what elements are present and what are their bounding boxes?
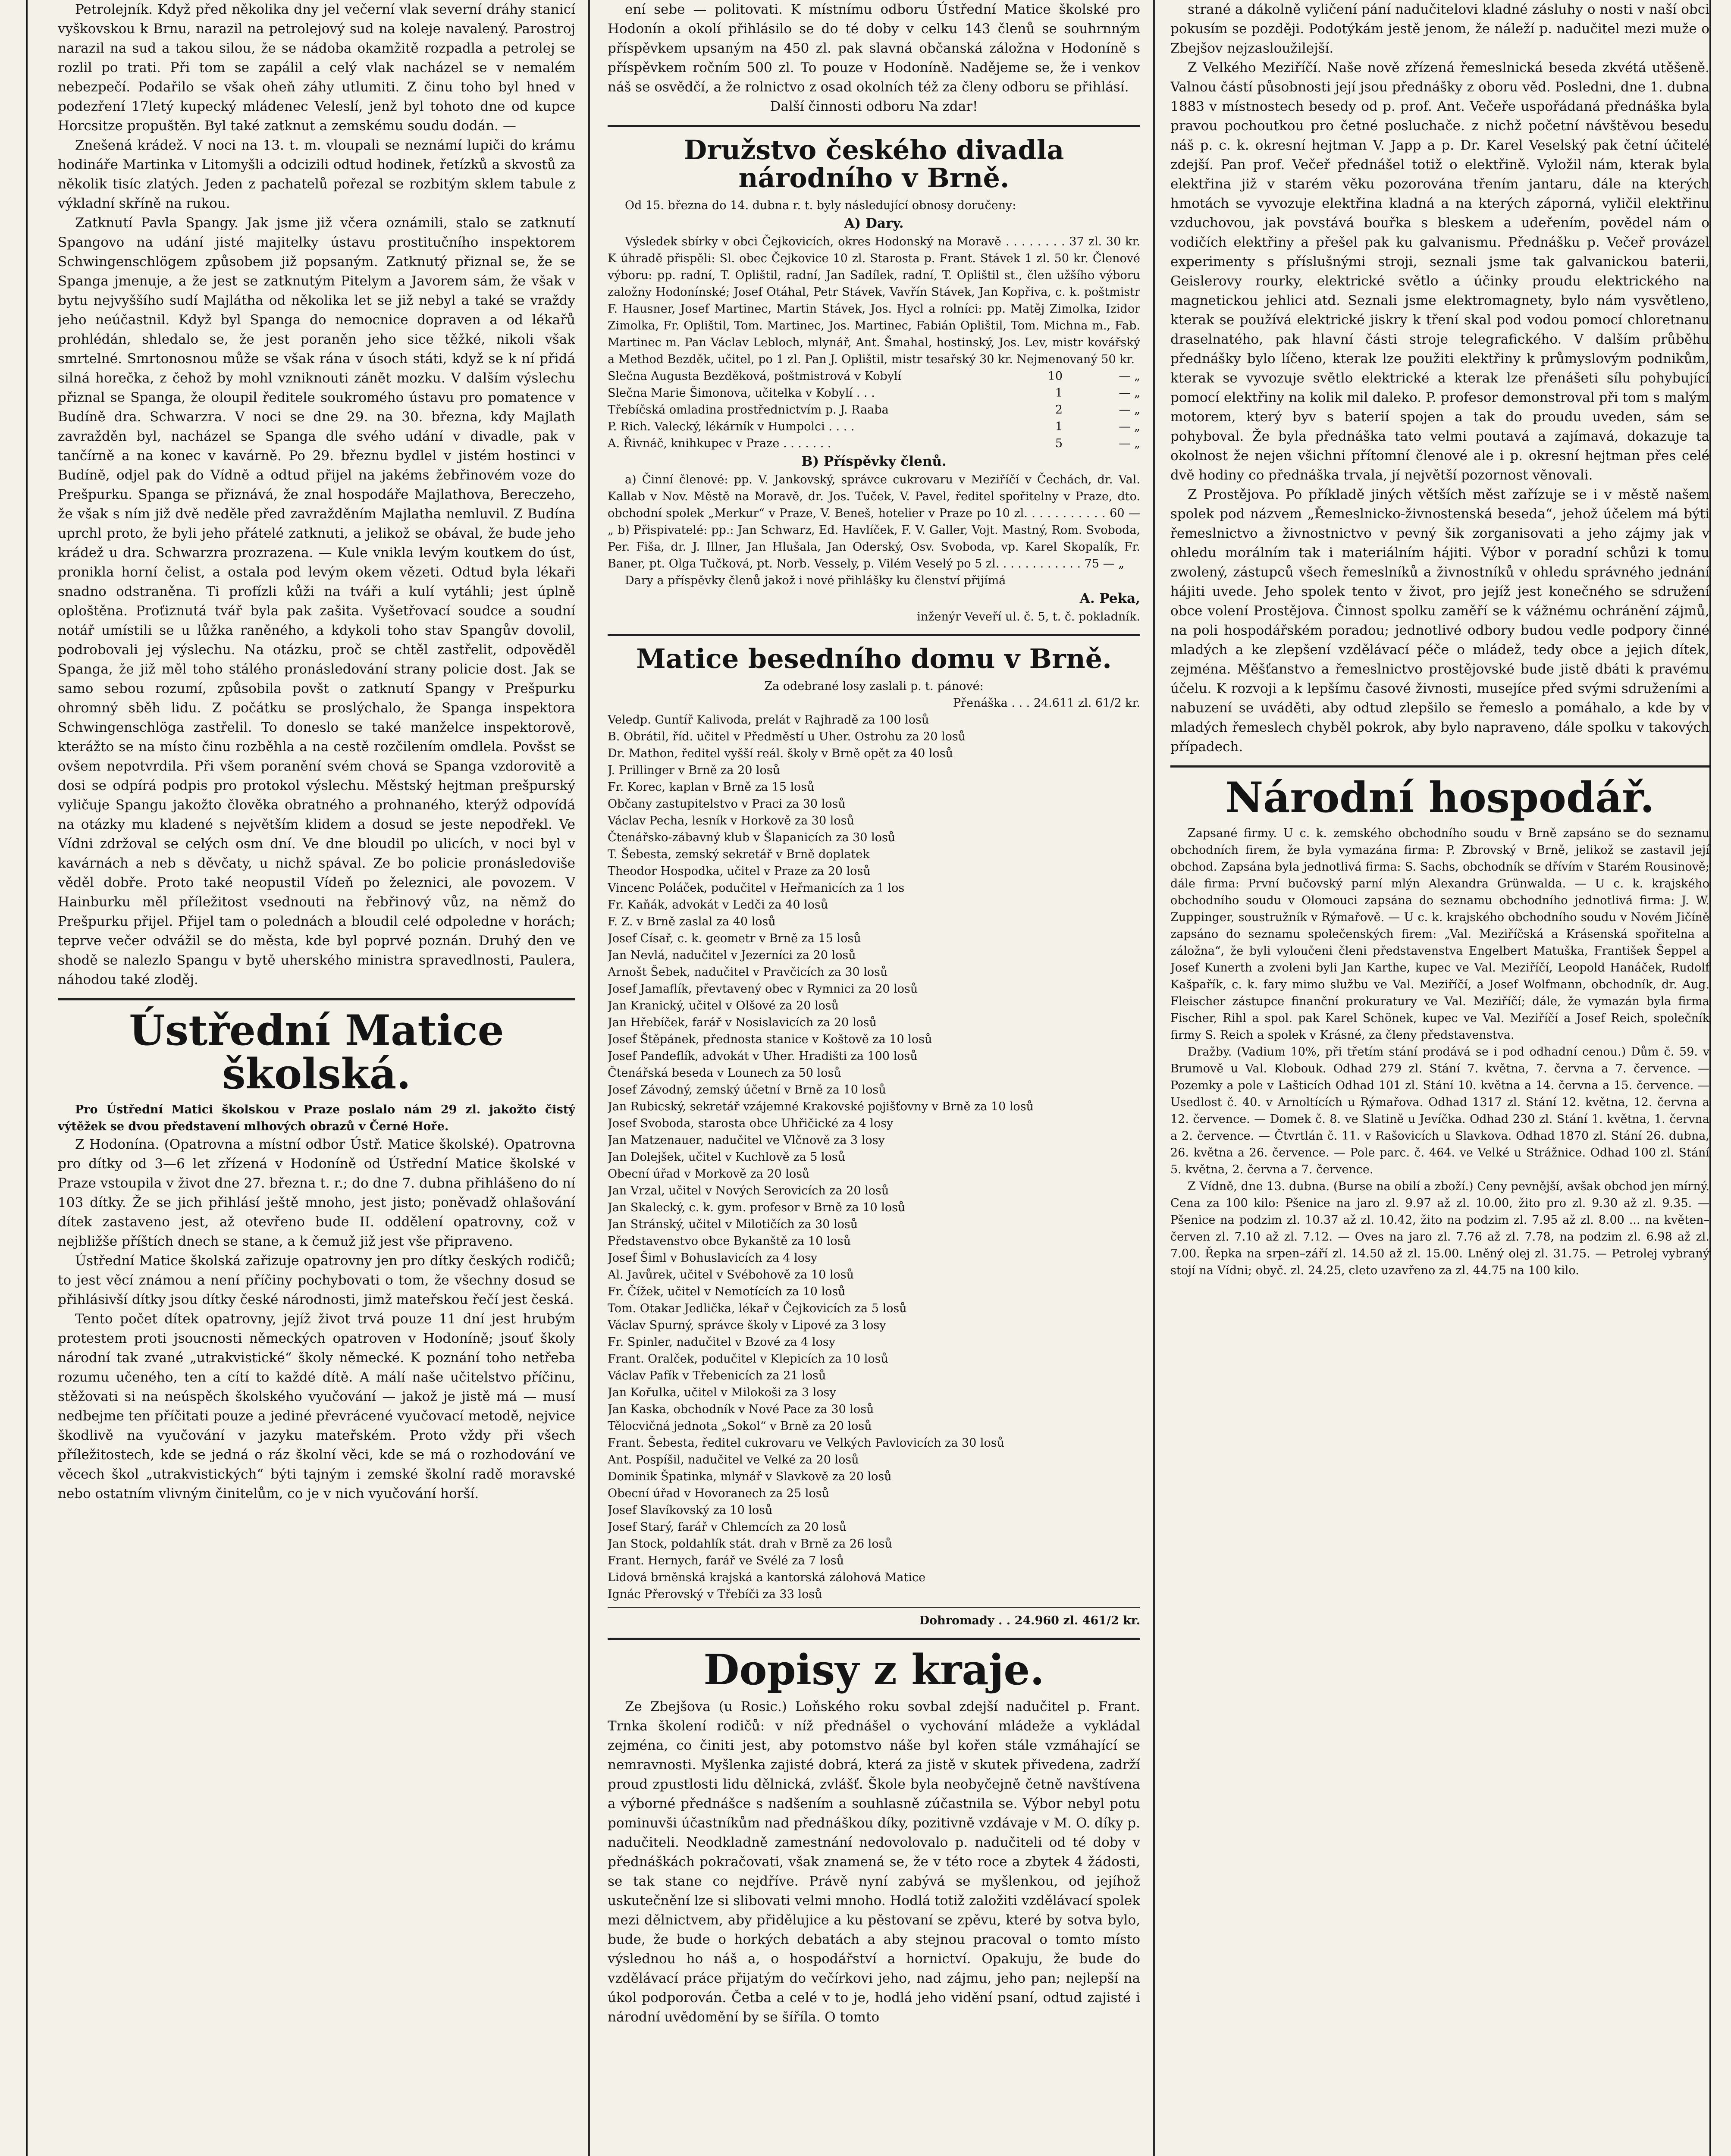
article-velke-mezirici: Z Velkého Meziříčí. Naše nově zřízená řemeslnická beseda zkvétá utěšeně. Valnou částí působnosti její jsou přednášky z oboru věd. Posledni, dne 1. dubna 1883 v místnostech besedy od p. prof. Ant. Večeře uspořádaná přednáška byla pravou pochoutkou pro četné posluchače. z nichž početní návštěvou besedu náš p. c. k. okresní hejtman V. Japp a p. Dr. Karel Veselský pak četní účitelé zdejší. Pan prof. Večeř přednášel totiž o elektřině. Vyložil nám, kterak byla elektřina již v starém věku pozorována třením jantaru, dále na kterých hmotách se vyvozuje elektřina kladná a na kterých záporná, vyličil elektřinu vzduchovou, jak povstává bouřka s bleskem a udeřením, povědel nám o vodičích elektřiny a přešel pak ku galvanismu. Přednášku p. Večeř provázel experimenty s příslušnými stroji, seznali jsme tak galvanickou baterii, Geislerovy rourky, elektrické světlo a účinky proudu elektrického na magnetickou jehlici atd. Seznali jsme elektromagnety, bylo nám vysvětleno, kterak se používá elektrické jiskry k tření skal pod vodou pomocí chloretnanu draselnatého, pak hlavní části stroje telegrafického. V dalším průběhu přednášky bylo líčeno, kterak lze použiti elektřiny k průmyslovým podnikům, kterak se vyvozuje světlo elektrické a kterak lze přenášeti sílu pohybující pomocí elektřiny na kolik mil daleko. P. profesor demonstroval při tom s malým motorem, který byv s baterií spojen a tak do proudu uveden, sám se pohyboval. Že byla přednáška tato velmi poutavá a zajímavá, dokazuje ta okolnost že nejen všichni přítomní členové ale i p. okresní hejtman přes celé dvě hodiny co přednáška trvala, jí největší pozornost věnovali.: [1170, 60, 1709, 483]
list-item-label: Představenstvo obce Bykanště za 10 losů: [608, 1235, 851, 1248]
list-item: [608, 1485, 1140, 1502]
list-item-label: Jan Vrzal, učitel v Nových Serovicích za 20 losů: [608, 1184, 889, 1198]
besedni-prenaska: Přenáška . . . 24.611 zl. 61/2 kr.: [953, 696, 1140, 710]
list-item: [608, 846, 1140, 863]
list-item: [608, 812, 1140, 829]
list-item: [608, 1435, 1140, 1451]
list-item-label: Jan Kaska, obchodník v Nové Pace za 30 losů: [608, 1403, 874, 1416]
list-item-label: Josef Slavíkovský za 10 losů: [608, 1504, 773, 1517]
besedni-heading: Matice besedního domu v Brně.: [636, 643, 1112, 675]
list-item-label: F. Z. v Brně zaslal za 40 losů: [608, 915, 776, 929]
list-item-label: Občany zastupitelstvo v Praci za 30 losů: [608, 797, 846, 811]
list-item: [608, 796, 1140, 812]
list-item: P. Rich. Valecký, lékárník v Humpolci . . . . 1 — „: [608, 420, 1140, 434]
list-item: [608, 1132, 1140, 1149]
list-item: [608, 711, 1140, 728]
list-item: [608, 1334, 1140, 1351]
matice-hodonin: Z Hodonína. (Opatrovna a místní odbor Ústř. Matice školské). Opatrovna pro dítky od 3—6 let zřízená v Hodoníně od Ústřední Matice školské v Praze vstoupila v život dne 27. března t. r.; do dne 7. dubna přihlášeno do ní 103 dítky. Že se jich přihlásí ještě mnoho, jest jisto; poněvadž ohlašování dítek zastaveno jest, až otevřeno bude II. oddělení opatrovny, což v nejbližše příštích dnech se stane, a k čemuž již jest vše připraveno.: [58, 1136, 575, 1249]
list-item: [608, 1317, 1140, 1334]
list-item: Třebíčská omladina prostřednictvím p. J. Raaba 2 — „: [608, 403, 1140, 417]
list-item-label: Josef Šiml v Bohuslavicích za 4 losy: [608, 1251, 818, 1265]
list-item: [608, 1401, 1140, 1418]
list-item: A. Řivnáč, knihkupec v Praze . . . . . . . 5 — „: [608, 437, 1140, 451]
besedni-list: [608, 711, 1140, 1603]
besedni-total: Dohromady . . 24.960 zl. 461/2 kr.: [919, 1614, 1140, 1628]
section-divider: [1170, 765, 1709, 768]
list-item: [608, 981, 1140, 997]
list-item: [608, 1451, 1140, 1468]
list-item: [608, 1569, 1140, 1586]
list-item-label: Fr. Kaňák, advokát v Ledči za 40 losů: [608, 898, 828, 912]
list-item: [608, 829, 1140, 846]
list-item: [608, 1283, 1140, 1300]
article-petrolejnik: Petrolejník. Když před několika dny jel večerní vlak severní dráhy stanicí vyškovskou k Brnu, narazil na petrolejový sud na koleje navalený. Parostroj narazil na sud a takou silou, že se nádoba okamžitě rozpadla a petrolej se rozlil po trati. Při tom se zapálil a celý vlak nacházel se v nemalém nebezpečí. Podařilo se však oheň záhy utlumiti. Z činu toho byl hned v podezření 17letý kupecký mládenec Veleslí, jenž byl tohoto dne od kupce Horcsitze propuštěn. Byl také zatknut a zemskému soudu dodán. —: [58, 2, 575, 134]
list-item-label: Čtenářsko-zábavný klub v Šlapanicích za 30 losů: [608, 831, 896, 845]
matice-heading: Ústřední Matice školská.: [129, 1006, 504, 1098]
list-item: [608, 1031, 1140, 1048]
list-item-label: Josef Císař, c. k. geometr v Brně za 15 losů: [608, 932, 861, 946]
list-item: [608, 1266, 1140, 1283]
list-item-label: Václav Pecha, lesník v Horkově za 30 losů: [608, 814, 854, 828]
list-item: [608, 1048, 1140, 1065]
drazby: Dražby. (Vadium 10%, při třetím stání prodává se i pod odhadní cenou.) Dům č. 59. v Brumově u Val. Klobouk. Odhad 279 zl. Stání 7. května, 7. června a 7. července. — Pozemky a pole v Lašticích Odhad 101 zl. Stání 10. května a 14. června a 15. července. — Usedlost č. 40. v Arnoltících u Rýmařova. Odhad 1317 zl. Stání 12. května, 12. června a 12. července. — Domek č. 8. ve Slatině u Jevíčka. Odhad 230 zl. Stání 1. května, 1. června a 2. července. — Čtvrtlán č. 11. v Rašovicích u Slavkova. Odhad 1870 zl. Stání 26. dubna, 26. května a 26. července. — Pole parc. č. 464. ve Velké u Strážnice. Odhad 100 zl. Stání 5. května, 2. června a 7. července.: [1170, 1045, 1709, 1176]
list-item-label: Tělocvičná jednota „Sokol“ v Brně za 20 losů: [608, 1420, 872, 1433]
section-divider: [608, 1638, 1140, 1640]
list-item: [608, 1233, 1140, 1250]
total-rule: [608, 1607, 1140, 1608]
list-item-label: Ignác Přerovský v Třebíči za 33 losů: [608, 1588, 822, 1601]
zbejsov-continuation: strané a dákolně vyličení pání nadučitelovi kladné zásluhy o nosti v naší obci pokusím se později. Podotýkám jestě jenom, že náleží p. nadučitel mezi muže o Zbejšov nejzasloužilejší.: [1170, 2, 1709, 56]
column-rule-1: [588, 0, 590, 2156]
list-item: [608, 1149, 1140, 1166]
dary-heading: A) Dary.: [844, 216, 904, 232]
column-rule-2: [1153, 0, 1155, 2156]
list-item: [608, 1014, 1140, 1031]
dary-list: [608, 368, 1140, 452]
list-item-label: Obecní úřad v Morkově za 20 losů: [608, 1167, 810, 1181]
list-item: [608, 1182, 1140, 1199]
list-item: [608, 896, 1140, 913]
list-item-label: Jan Matzenauer, nadučitel ve Vlčnově za 3 losy: [608, 1134, 885, 1147]
list-item-label: Fr. Korec, kaplan v Brně za 15 losů: [608, 780, 815, 794]
list-item-label: Vincenc Poláček, podučitel v Heřmanicích za 1 los: [608, 881, 905, 895]
list-item: [608, 997, 1140, 1014]
list-item-label: Arnošt Šebek, nadučitel v Pravčicích za 30 losů: [608, 965, 888, 979]
list-item: [608, 1468, 1140, 1485]
list-item-label: Jan Hřebíček, farář v Nosislavicích za 20 losů: [608, 1016, 877, 1030]
list-item: [608, 1115, 1140, 1132]
column-3: [1170, 0, 1709, 2156]
list-item-label: Josef Svoboda, starosta obce Uhřičické za 4 losy: [608, 1117, 894, 1131]
dopisy-heading: Dopisy z kraje.: [703, 1645, 1044, 1695]
list-item: [608, 913, 1140, 930]
list-item: [608, 1536, 1140, 1552]
list-item-label: Josef Pandeflík, advokát v Uher. Hradišti za 100 losů: [608, 1050, 918, 1063]
list-item-label: Fr. Spinler, nadučitel v Bzové za 4 losy: [608, 1335, 835, 1349]
list-item-label: Obecní úřad v Hovoranech za 25 losů: [608, 1487, 829, 1501]
list-item-label: Josef Štěpánek, přednosta stanice v Koštově za 10 losů: [608, 1033, 932, 1047]
list-item: [608, 1519, 1140, 1536]
section-divider: [608, 634, 1140, 636]
newspaper-page: [26, 0, 1711, 2156]
list-item: [608, 1098, 1140, 1115]
narodni-heading: Národní hospodář.: [1225, 773, 1655, 822]
list-item: [608, 1216, 1140, 1233]
column-1: [58, 0, 575, 2156]
list-item: [608, 1418, 1140, 1435]
list-item-label: Jan Skalecký, c. k. gym. profesor v Brně za 10 losů: [608, 1201, 906, 1215]
list-item: [608, 745, 1140, 762]
list-item-label: Dominik Špatinka, mlynář v Slavkově za 20 losů: [608, 1470, 892, 1484]
list-item-label: Fr. Čížek, učitel v Nemotících za 10 losů: [608, 1285, 846, 1299]
list-item: [608, 947, 1140, 964]
list-item-label: Frant. Šebesta, ředitel cukrovaru ve Velkých Pavlovicích za 30 losů: [608, 1436, 1005, 1450]
divadlo-intro: Od 15. března do 14. dubna r. t. byly následující obnosy doručeny:: [625, 199, 1016, 213]
article-spanga: Zatknutí Pavla Spangy. Jak jsme již včera oznámili, stalo se zatknutí Spangovo na udání jisté majitelky ústavu prostitučního inspektorem Schwingenschlögem způsobem již popsaným. Zatknutý přiznal se, že se Spanga jmenuje, a že jest se zatknutým Pitelym a Javorem sám, že však v bytu nejvyššího sudí Majlátha od několika let se již nebyl a také se vraždy jeho neúčastnil. Když byl Spanga do nemocnice dopraven a od lékařů prohlédán, shledalo se, že jest poraněn jeho sice těžké, nikoli však smrtelné. Smrtonosnou může se však rána v úsoch státi, když se k ní přidá silná horečka, z čehož by mohl vzniknouti zánět mozku. V dalším výslechu přiznal se Spanga, že oloupil ředitele soukromého ústavu pro pomatence v Budíně dra. Schwarzra. V noci se dne 29. na 30. března, kdy Majlath zavražděn byl, nacházel se Spanga dle svého udání v divadle, pak v tančírně a na konec v kavárně. Po 29. březnu bydlel v jistém hostinci v Budíně, odjel pak do Vídně a odtud přijel na jakéms žebřinovém voze do Prešpurku. Spanga se přiznává, že znal hospodáře Majlathova, Bereczeho, že však s ním již dvě neděle před zavražděním Majlatha nemluvil. Z Budína uprchl proto, že byli jeho přátelé zatknuti, a jelikož se obával, že bude jeho krádež u dra. Schwarzra prozrazena. — Kule vnikla levým koutkem do úst, pronikla horní čelist, a ostala pod levým okem vězeti. Odtud byla lékaři snadno odstraněna. Ti profízli kůži na tváři a kulí vytáhli; jest úplně oploštěna. Proťiznutá tvář byla pak zašita. Vyšetřovací soudce a soudní notář umístili se u lůžka raněného, a kdykoli toho stav Spangův dovolil, podrobovali jej výslechu. Na otázku, proč se chtěl zastřelit, odpověděl Spanga, že již měl toho stálého pronásledování strany policie dost. Jak se samo sebou rozumí, způsobila povšt o zatknutí Spangy v Prešpurku ohromný sběh lidu. Z počátku se proslýchalo, že Spanga inspektora Schwingenschlöga zastřelil. To doneslo se také manželce inspektorově, kterážto se na místo činu rozběhla a na cestě rozčilením omdlela. Povšst se ovšem nepotvrdila. Při všem poranění svém chová se Spanga vzdorovitě a dosi se odpírá podpis pro protokol výslechu. Městský hejtman prešpurský vyličuje Spangu jakožto člověka obratného a prohnaného, kterýž odpovídá na otázky mu kladené s největším klidem a dosud se jeste nepodřekl. Ve Vídni zdržoval se celých osm dní. Ve dne bloudil po ulicích, v noci byl v kavárnách a neb s děvčaty, u nichž spával. Ze bo policie pronásledoviše věděl dobře. Proto také neopustil Vídeň po železnici, ale povozem. V Hainburku měl příležitost vsednouti na řebřinový vůz, na němž do Prešpurku přijel. Přijel tam o polednách a bloudil celé odpoledne v horách; teprve večer odvážil se do města, kde byl poprvé poznán. Druhý den ve shodě se nalezlo Spangu v bytě uherského ministra spravedlnosti, Paulera, náhodou také zloděj.: [58, 215, 575, 987]
list-item-label: Václav Pafík v Třebenicích za 21 losů: [608, 1369, 826, 1383]
list-item-label: Josef Starý, farář v Chlemcích za 20 losů: [608, 1520, 847, 1534]
prispevky-text: a) Činní členové: pp. V. Jankovský, správce cukrovaru v Meziříčí v Čechách, dr. Val. Kallab v Nov. Městě na Moravě, dr. Jos. Tuček, V. Pavel, ředitel spořitelny v Praze, dto. obchodní spolek „Merkur“ v Praze, V. Beneš, hotelier v Praze po 10 zl. . . . . . . . . . . 60 — „ b) Přispivatelé: pp.: Jan Schwarz, Ed. Havlíček, F. V. Galler, Vojt. Mastný, Rom. Svoboda, Per. Fiša, dr. J. Illner, Jan Hlušala, Jan Oderský, Osv. Svoboda, vp. Karel Skopalík, Fr. Baner, pt. Olga Tučková, pt. Norb. Vessely, p. Vilém Veselý po 5 zl. . . . . . . . . . . . 75 — „: [608, 473, 1140, 571]
list-item-label: Dr. Mathon, ředitel vyšší reál. školy v Brně opět za 40 losů: [608, 747, 953, 761]
article-prostejov: Z Prostějova. Po příkladě jiných větších měst zařízuje se i v městě našem spolek pod názvem „Řemeslnicko-živnostenská beseda“, jehož účelem má býti řemeslnictvo a živnostnictvo v pevný šik zorganisovati a jeho zájmy jak v ohledu morálním tak i materiálním hájiti. Výbor v poradní schůzi k tomu zwolený, zástupců všech řemeslníků a živnostníků v ohledu správného jednání hájiti uvede. Jeho spolek tento v život, pro jejíž jest konečného se sdružení obce volení Prostějova. Činnost spolku zaměří se k vážnému ochránění zájmů, na poli hospodářském poradou; jednotlivé odbory budou vedle podpory činné mladých a ke zlepšení vzdělávací péče o mládež, tedy obce a jejich dítek, zejména. Měšťanstvo a řemeslnictvo prostějovské bude jistě dbáti k pravému účelu. K rozvoji a k lepšímu časové živnosti, musejíce před svými sdruženími a nabuzení se uváděti, aby odtud zlepšilo se řemeslo a pomáhalo, a kde by v mladých řemeslech chyběl pokrok, aby bylo napraveno, dále spolku v takových případech.: [1170, 487, 1709, 755]
list-item: [608, 1586, 1140, 1603]
list-item: [608, 1166, 1140, 1182]
list-item: [608, 1300, 1140, 1317]
section-divider: [58, 998, 575, 1000]
list-item-label: Veledp. Guntíř Kalivoda, prelát v Rajhradě za 100 losů: [608, 713, 929, 727]
list-item-label: Al. Javůrek, učitel v Svébohově za 10 losů: [608, 1268, 854, 1282]
prispevky-heading: B) Příspěvky členů.: [801, 454, 947, 470]
divadlo-heading: Družstvo českého divadla národního v Brně.: [684, 134, 1064, 194]
list-item-label: Jan Rubicský, sekretář vzájemné Krakovské pojišťovny v Brně za 10 losů: [608, 1100, 1034, 1114]
list-item-label: Jan Kořulka, učitel v Milokoši za 3 losy: [608, 1386, 836, 1400]
list-item-label: B. Obrátil, říd. učitel v Předměstí u Uher. Ostrohu za 20 losů: [608, 730, 966, 744]
section-divider: [608, 125, 1140, 127]
list-item: [608, 728, 1140, 745]
matice-lead: Pro Ústřední Matici školskou v Praze poslalo nám 29 zl. jakožto čistý výtěžek se dvou představení mlhových obrazů v Černé Hoře.: [58, 1103, 575, 1133]
matice-opatrovny: Ústřední Matice školská zařizuje opatrovny jen pro dítky českých rodičů; to jest věcí známou a není příčiny pochybovati o tom, že všechny dosud se přihlásivší dítky jsou dítky české národnosti, jimž mateřskou řečí jest česká.: [58, 1253, 575, 1307]
list-item-label: Frant. Hernych, farář ve Svélé za 7 losů: [608, 1554, 844, 1568]
list-item: [608, 762, 1140, 779]
list-item: [608, 1199, 1140, 1216]
list-item-label: Jan Nevlá, nadučitel v Jezerníci za 20 losů: [608, 949, 856, 962]
signature-sub: inženýr Veveří ul. č. 5, t. č. pokladník.: [917, 610, 1140, 624]
list-item-label: Ant. Pospíšil, nadučitel ve Velké za 20 losů: [608, 1453, 859, 1467]
dary-text: Výsledek sbírky v obci Čejkovicích, okres Hodonský na Moravě . . . . . . . . 37 zl. 30 kr. K úhradě přispěli: Sl. obec Čejkovice 10 zl. Starosta p. Frant. Stávek 1 zl. 50 kr. Členové výboru: pp. radní, T. Oplištil, radní, Jan Sadílek, radní, T. Oplištil st., člen užšího výboru založny Hodonínské; Josef Otáhal, Petr Stávek, Vavřín Stávek, Jan Kopřiva, c. k. poštmistr F. Hausner, Josef Martinec, Martin Stávek, Jos. Hycl a rolníci: pp. Matěj Zimolka, Izidor Zimolka, Fr. Oplištil, Tom. Martinec, Jos. Martinec, Fabián Oplištil, Tom. Michna m., Fab. Martinec m. Pan Václav Lebloch, mlynář, Ant. Šmahal, hostinský, Jos. Lev, mistr kovářský a Method Bezděk, učitel, po 1 zl. Pan J. Oplištil, mistr tesařský 30 kr. Nejmenovaný 50 kr.: [608, 235, 1140, 367]
list-item-label: Frant. Oralček, podučitel v Klepicích za 10 losů: [608, 1352, 888, 1366]
burse-viden: Z Vídně, dne 13. dubna. (Burse na obilí a zboží.) Ceny pevnější, avšak obchod jen mírný. Cena za 100 kilo: Pšenice na jaro zl. 9.97 až zl. 10.00, žito pro zl. 9.30 až zl. 9.35. — Pšenice na podzim zl. 10.37 až zl. 10.42, žito na podzim zl. 7.95 až zl. 8.00 ... na květen–červen zl. 7.10 až zl. 7.12. — Oves na jaro zl. 7.76 až zl. 7.78, na podzim zl. 6.98 až zl. 7.00. Řepka na srpen–září zl. 14.50 až zl. 15.00. Lněný olej zl. 31.75. — Petrolej vybraný stojí na Vídni; obyč. zl. 24.25, cleto uzavřeno za zl. 44.75 na 100 kilo.: [1170, 1179, 1709, 1277]
list-item-label: J. Prillinger v Brně za 20 losů: [608, 764, 781, 777]
list-item: [608, 1250, 1140, 1266]
list-item: [608, 863, 1140, 880]
dary-footer: Dary a příspěvky členů jakož i nové přihlášky ku členství přijímá: [625, 574, 1006, 588]
list-item: Slečna Marie Šimonova, učitelka v Kobylí . . . 1 — „: [608, 386, 1140, 400]
list-item-label: Josef Jamaflík, převtavený obec v Rymnici za 20 losů: [608, 982, 918, 996]
list-item: [608, 1552, 1140, 1569]
odbor-closing: Další činnosti odboru Na zdar!: [770, 99, 978, 114]
list-item: [608, 779, 1140, 796]
list-item: [608, 1065, 1140, 1081]
article-kradez: Znešená krádež. V noci na 13. t. m. vloupali se neznámí lupiči do krámu hodináře Martinka v Litomyšli a odcizili odtud hodinek, řetízků a skvostů za několik tisíc zlatých. Jeden z pachatelů pořezal se rozbitým sklem tabule z výkladní skříně na rukou.: [58, 138, 575, 211]
dopisy-zbejsov: Ze Zbejšova (u Rosic.) Loňského roku sovbal zdejší nadučitel p. Frant. Trnka školení rodičů: v níž přednášel o vychování mládeže a vykládal zejména, co činiti jest, aby potomstvo náše byl kořen stále vzmáhající se nemravnosti. Myšlenka zajisté dobrá, která za jistě v skutek přivedena, zadrží proud zpustlosti lidu dělnická, zvlášť. Škole byla neobyčejně četně navštívena a výborné přednášce s nadšením a souhlasně zúčastnila se. Výbor nebyl potu pominuvši účastníkům nad přednáškou díky, pozitivně vzdávaje v M. O. díky p. nadučiteli. Neodkladně zamestnání nedovolovalo p. nadučiteli od té doby v přednáškách pokračovati, však znamená se, že v této roce a zbytek 4 žádosti, se tak stane co nejdříve. Právě nyní zabývá se myšlenkou, od jejíhož uskutečnění lze si slibovati velmi mnoho. Hodlá totiž založiti vzdělávací spolek mezi dělnictvem, aby přidělujice a ku pěstovaní se zpěvu, které by sotva bylo, bude, že bude o horkých debatách a aby stejnou pracoval o tomto místo výslednou ho náš a, o hospodářství a hornictví. Opakuju, že bude do vzdělávací práce přijatým do večírkovi jeho, nad zájmu, jeho pan; nejlepší na úkol podporován. Četba a celé v to je, hodlá jeho vidění psaní, odtud zajisté i národní uvědomění by se šíříla. O tomto: [608, 1699, 1140, 2025]
list-item-label: Jan Dolejšek, učitel v Kuchlově za 5 losů: [608, 1150, 846, 1164]
list-item-label: T. Šebesta, zemský sekretář v Brně doplatek: [608, 848, 870, 862]
list-item: [608, 1351, 1140, 1367]
list-item-label: Tom. Otakar Jedlička, lékař v Čejkovicích za 5 losů: [608, 1302, 907, 1316]
signature: A. Peka,: [1079, 591, 1140, 607]
list-item-label: Josef Závodný, zemský účetní v Brně za 10 losů: [608, 1083, 886, 1097]
list-item-label: Theodor Hospodka, učitel v Praze za 20 losů: [608, 865, 871, 878]
list-item: [608, 1502, 1140, 1519]
list-item: [608, 880, 1140, 896]
matice-protest: Tento počet dítek opatrovny, jejíž život trvá pouze 11 dní jest hrubým protestem proti jsoucnosti německých opatroven v Hodoníně; jsouť školy národní tak zvané „utrakvistické“ školy německé. K poznání toho netřeba rozumu učeného, ten a cítí to každé dítě. A málí naše učitelstvo příčinu, stěžovati si na neúspěch školského vyučování — jakož je jistě má — musí nedbejme ten příčitati pouze a jediné převrácené vyučovací metodě, nejvice škodlivě na vyučování v jazyku mateřském. Proto vždy při všech příležitostech, kde se jedná o ráz školní věci, kde se má o rozhodování ve věcech škol „utrakvistických“ býti tajným i zemské školní radě moravské nebo ostatním vlivným činitelům, co je v nich vyučování horší.: [58, 1311, 575, 1501]
list-item: Slečna Augusta Bezděková, poštmistrová v Kobylí 10 — „: [608, 370, 1140, 383]
list-item: [608, 1384, 1140, 1401]
list-item-label: Jan Kranický, učitel v Olšové za 20 losů: [608, 999, 839, 1013]
list-item: [608, 1367, 1140, 1384]
besedni-intro: Za odebrané losy zaslali p. t. pánové:: [764, 680, 984, 693]
list-item-label: Václav Spurný, správce školy v Lipové za 3 losy: [608, 1319, 886, 1332]
list-item-label: Lidová brněnská krajská a kantorská zálohová Matice: [608, 1571, 926, 1585]
list-item-label: Čtenářská beseda v Lounech za 50 losů: [608, 1066, 841, 1080]
zapsane-firmy: Zapsané firmy. U c. k. zemského obchodního soudu v Brně zapsáno se do seznamu obchodních firem, že byla vymazána firma: P. Zbrovský v Brně, jelikož se zastavil její obchod. Zapsána byla jednotlivá firma: S. Sachs, obchodník se dřívím v Starém Rousinově; dále firma: První bučovský parní mlýn Alexandra Grünwalda. — U c. k. krajského obchodního soudu v Olomouci zapsána do seznamu obchodního jednotlivá firma: J. W. Zuppinger, soustružník v Rýmařově. — U c. k. krajského obchodního soudu v Novém Jičíně zapsáno do seznamu společenských firem: „Val. Meziříčská a Krásenská spořitelna a záložna“, že byli vyloučeni členi představenstva Engelbert Matuška, František Šeppel a Josef Kunerth a zvoleni byli Jan Karthe, kupec ve Val. Meziříčí, Leopold Hanáček, Rudolf Kašpařík, c. k. fary mimo službu ve Val. Meziříčí, a Josef Wolfmann, obchodník, dr. Aug. Fleischer zástupce finanční prokuratury ve Val. Meziříčí; dále, že vymazán byla firma Fischer, Rihl a spol. pak Karel Schönek, kupec ve Val. Meziříčí a Josef Reich, společník firmy S. Reich a spolek v Krásné, za členy představenstva.: [1170, 826, 1709, 1042]
list-item-label: Jan Stock, poldahlík stát. drah v Brně za 26 losů: [608, 1537, 892, 1551]
list-item: [608, 930, 1140, 947]
list-item: [608, 1081, 1140, 1098]
column-2: [608, 0, 1140, 2156]
odbor-continuation: ení sebe — politovati. K místnímu odboru Ústřední Matice školské pro Hodonín a okolí přihlásilo se do té doby v celku 143 členů se souhrnným příspěvkem upsaným na 450 zl. pak slavná občanská záložna v Hodoníně s příspěvkem ročním 500 zl. To pouze v Hodoníně. Nadějeme se, že i venkov náš se osvědčí, a že rolnictvo z osad okolních též za členy odboru se přihlásí.: [608, 2, 1140, 95]
list-item-label: Jan Stránský, učitel v Milotičích za 30 losů: [608, 1218, 858, 1232]
list-item: [608, 964, 1140, 981]
